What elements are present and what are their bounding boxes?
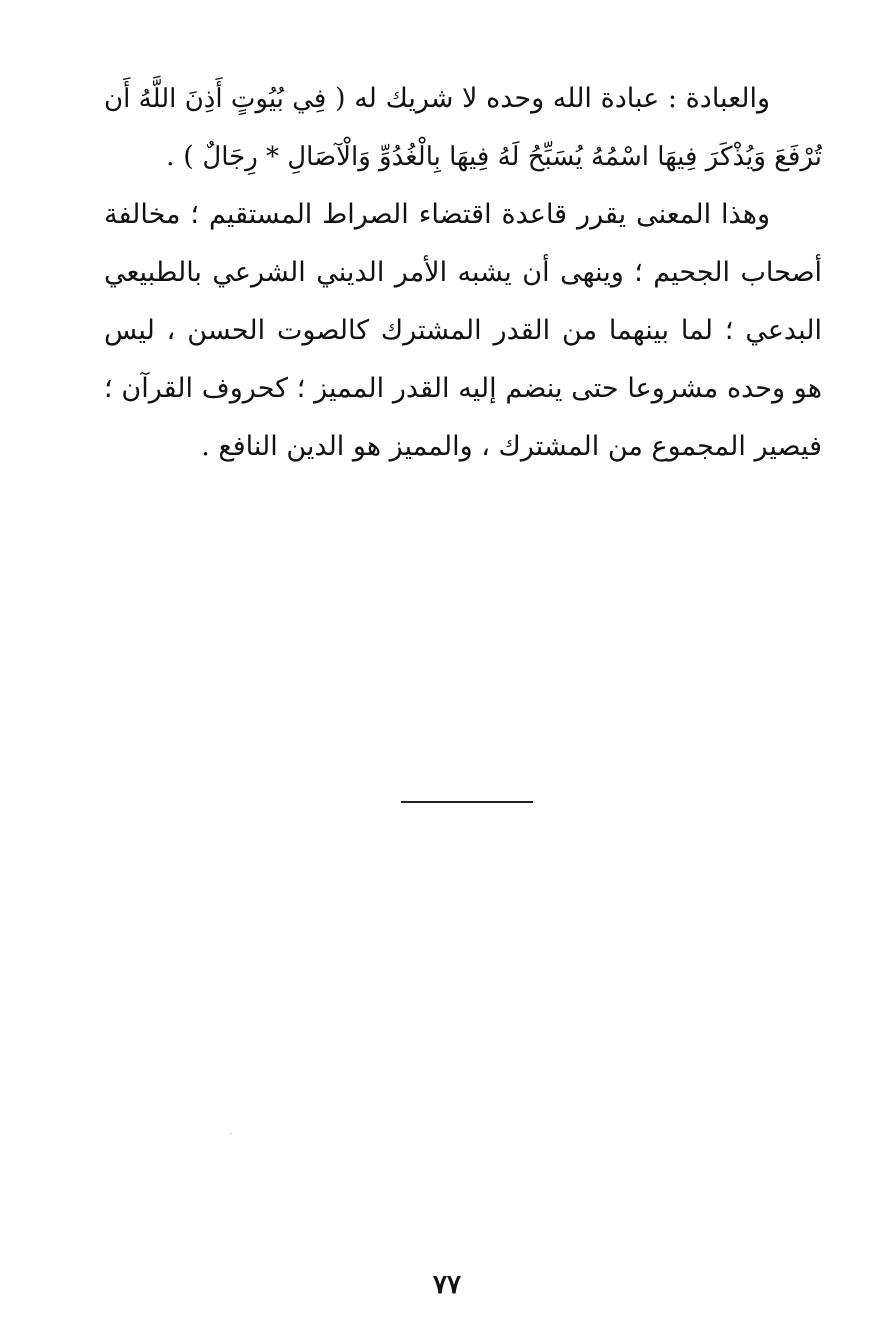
- paragraph-closing: ) .: [166, 141, 203, 172]
- page-number: ٧٧: [433, 1270, 461, 1300]
- quran-verse: فِي بُيُوتٍ أَذِنَ اللَّهُ أَن تُرْفَعَ وَيُذْكَرَ فِيهَا اسْمُهُ يُسَبِّحُ لَهُ فِيهَا بِالْغُدُوِّ وَالْآصَالِ * رِجَالٌ: [104, 84, 822, 172]
- body-text: [104, 70, 822, 476]
- paragraph-principle: [104, 186, 822, 476]
- paragraph-worship: [104, 70, 822, 186]
- section-divider: [401, 801, 533, 803]
- paragraph-lead-text: والعبادة : عبادة الله وحده لا شريك له (: [326, 83, 770, 114]
- paragraph-body-text: وهذا المعنى يقرر قاعدة اقتضاء الصراط المستقيم ؛ مخالفة أصحاب الجحيم ؛ وينهى أن يشبه الأمر الديني الشرعي بالطبيعي البدعي ؛ لما بينهما من القدر المشترك كالصوت الحسن ، ليس هو وحده مشروعا حتى ينضم إليه القدر المميز ؛ كحروف القرآن ؛ فيصير المجموع من المشترك ، والمميز هو الدين النافع .: [104, 199, 822, 462]
- scan-speck: [230, 1133, 232, 1134]
